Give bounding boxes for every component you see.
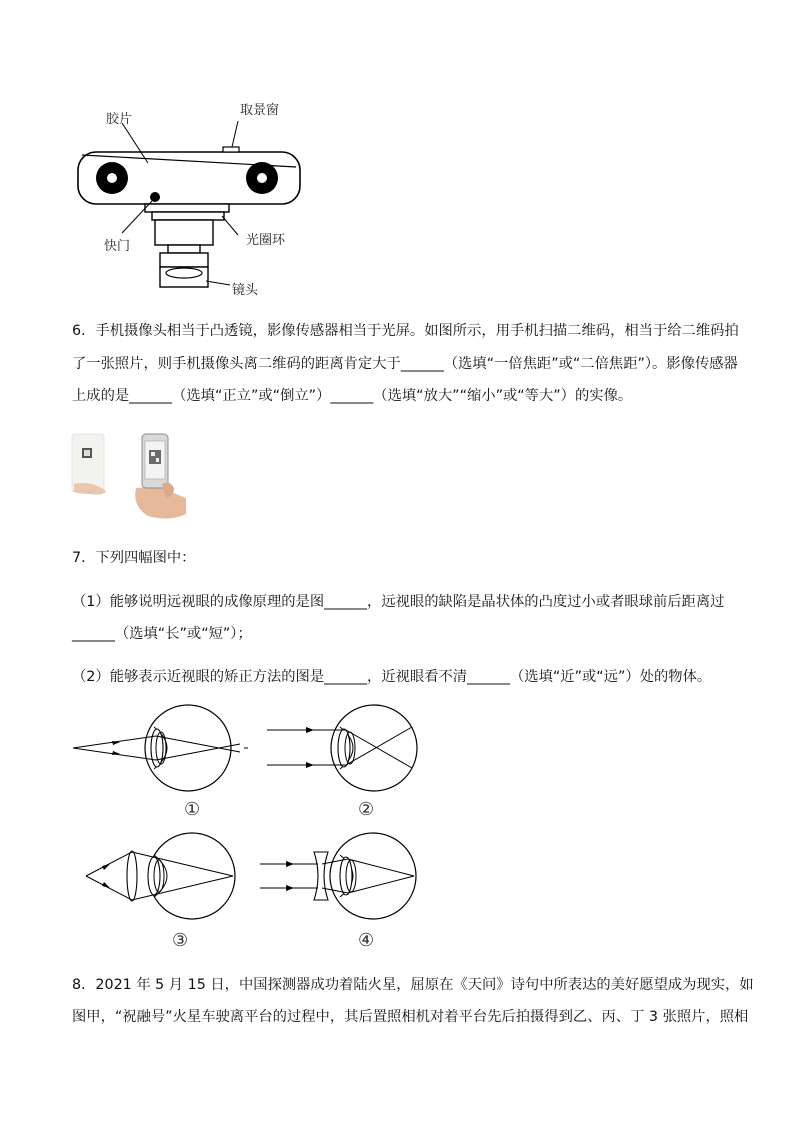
q7-title: 7．下列四幅图中： (72, 550, 196, 566)
label-film: 胶片 (106, 112, 133, 127)
fig-label-3: ③ (172, 930, 189, 951)
label-shutter: 快门 (104, 239, 131, 254)
q7-p2: （2）能够表示近视眼的矫正方法的图是______，近视眼看不清______（选填“近”或“远”）处的物体。 (72, 669, 712, 685)
qr-card (72, 434, 104, 492)
q8-line1: 8．2021 年 5 月 15 日，中国探测器成功着陆火星，屈原在《天问》诗句中所表达的美好愿望成为现实，如 (72, 977, 754, 993)
convex-lens (127, 851, 137, 901)
q6-line1: 6．手机摄像头相当于凸透镜，影像传感器相当于光屏。如图所示，用手机扫描二维码，相当于给二维码拍 (72, 323, 739, 339)
eye-diagram-2 (262, 705, 432, 805)
aperture-ring (152, 212, 224, 220)
concave-lens (314, 852, 328, 900)
viewfinder (223, 147, 239, 152)
label-lens: 镜头 (232, 283, 259, 298)
camera-drawing (60, 95, 320, 305)
eye-diagram-1 (68, 705, 258, 805)
fig-label-1: ① (184, 799, 201, 820)
q8-line2: 图甲，“祝融号”火星车驶离平台的过程中，其后置照相机对着平台先后拍摄得到乙、丙、丁 3 张照片，照相 (72, 1009, 749, 1025)
label-viewfinder: 取景窗 (240, 103, 280, 118)
fig-label-4: ④ (358, 930, 375, 951)
q7-p1-line1: （1）能够说明远视眼的成像原理的是图______，远视眼的缺陷是晶状体的凸度过小或者眼球前后距离过 (72, 594, 725, 610)
q7-p1-line2: ______（选填“长”或“短”）； (72, 626, 252, 642)
eye-diagram-4 (256, 830, 426, 930)
fig-label-2: ② (358, 799, 375, 820)
shutter-dot (150, 192, 160, 202)
camera-figure (60, 95, 320, 305)
q6-line3: 上成的是______（选填“正立”或“倒立”）______（选填“放大”“缩小”或“等大”）的实像。 (72, 388, 633, 404)
qr-phone-photo (70, 432, 190, 520)
q6-line2: 了一张照片，则手机摄像头离二维码的距离肯定大于______（选填“一倍焦距”或“二倍焦距”）。影像传感器 (72, 356, 738, 372)
hand (135, 486, 186, 519)
eye-diagram-3 (80, 830, 250, 930)
label-aperture: 光圈环 (246, 233, 286, 248)
